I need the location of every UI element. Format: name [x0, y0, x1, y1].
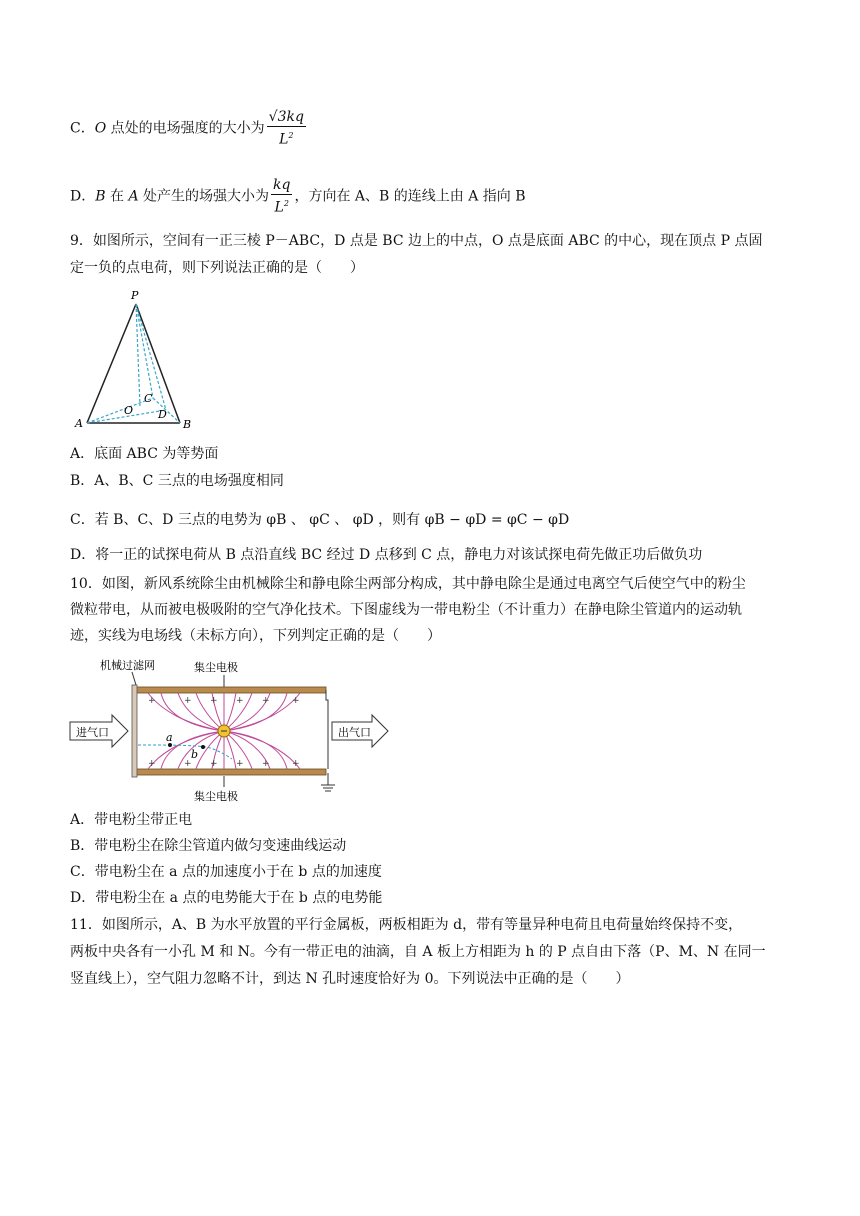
filter-pointer	[132, 672, 136, 685]
svg-text:+: +	[292, 696, 300, 706]
label-c: C	[144, 392, 153, 405]
q9-stem-line2: 定一负的点电荷，则下列说法正确的是（ ）	[70, 260, 364, 276]
edge-pb	[136, 304, 180, 423]
label-o: O	[124, 404, 134, 417]
option-tail: ，方向在 A、B 的连线上由 A 指向 B	[294, 188, 526, 205]
svg-text:+: +	[148, 759, 156, 769]
label-p: P	[131, 289, 139, 302]
point-b	[201, 745, 205, 749]
point-label: A	[128, 188, 139, 205]
q11-stem-line3: 竖直线上），空气阻力忽略不计，到达 N 孔时速度恰好为 0。下列说法中正确的是（ ）	[70, 971, 630, 987]
svg-text:+: +	[262, 696, 270, 706]
bottom-electrode-plate	[136, 769, 326, 775]
top-electrode-plate	[136, 687, 326, 693]
q10-option-c: C．带电粉尘在 a 点的加速度小于在 b 点的加速度	[70, 864, 382, 880]
fraction-denominator: $L^2$	[274, 199, 289, 216]
fraction-numerator: √3kq	[268, 109, 304, 125]
label-d: D	[158, 408, 167, 421]
q11-stem-line2: 两板中央各有一小孔 M 和 N。今有一带正电的油滴，自 A 板上方相距为 h 的 P 点自由下落（P、M、N 在同一	[70, 944, 766, 960]
svg-text:+: +	[210, 759, 218, 769]
q10-precipitator-figure	[66, 655, 396, 807]
label-filter: 机械过滤网	[100, 659, 155, 672]
label-inlet: 进气口	[76, 726, 109, 739]
point-label: B	[95, 188, 106, 205]
q10-stem-line3: 迹，实线为电场线（未标方向），下列判定正确的是（ ）	[70, 628, 441, 644]
label-a: A	[75, 417, 83, 430]
svg-text:+: +	[236, 759, 244, 769]
q9-option-c: C．若 B、C、D 三点的电势为 φB 、 φC 、 φD ，则有 φB − φD = φC − φD	[70, 512, 570, 528]
q10-option-d: D．带电粉尘在 a 点的电势能大于在 b 点的电势能	[70, 890, 383, 906]
den-letter: L	[279, 131, 289, 148]
den-letter: L	[274, 199, 284, 216]
line-po	[136, 304, 140, 406]
fraction	[271, 176, 292, 217]
q9-stem-line1: 9．如图所示，空间有一正三棱 P－ABC，D 点是 BC 边上的中点，O 点是底面 ABC 的中心，现在顶点 P 点固	[70, 233, 763, 249]
fraction	[267, 108, 306, 149]
edge-pc	[136, 304, 153, 398]
label-bottom-electrode: 集尘电极	[194, 790, 238, 803]
option-letter: C．	[70, 120, 95, 137]
svg-text:+: +	[148, 696, 156, 706]
svg-text:+: +	[236, 696, 244, 706]
q10-stem-line2: 微粒带电，从而被电极吸附的空气净化技术。下图虚线为一带电粉尘（不计重力）在静电除尘管道内的运动轨	[70, 602, 742, 618]
option-text: 处产生的场强大小为	[138, 188, 270, 205]
filter-mesh	[132, 685, 137, 777]
svg-text:+: +	[184, 759, 192, 769]
label-b: B	[183, 418, 192, 431]
label-top-electrode: 集尘电极	[194, 661, 238, 674]
q8-option-c	[70, 108, 308, 149]
svg-text:+: +	[184, 696, 192, 706]
svg-text:+: +	[262, 759, 270, 769]
q9-option-b: B．A、B、C 三点的电场强度相同	[70, 473, 284, 489]
dust-trajectory	[138, 745, 232, 759]
q8-option-d	[70, 176, 526, 217]
q9-pyramid-figure	[70, 286, 200, 436]
q10-stem-line1: 10．如图，新风系统除尘由机械除尘和静电除尘两部分构成，其中静电除尘是通过电离空气后使空气中的粉尘	[70, 576, 746, 592]
label-a: a	[166, 731, 173, 744]
q9-option-d: D．将一正的试探电荷从 B 点沿直线 BC 经过 D 点移到 C 点，静电力对该试探电荷先做正功后做负功	[70, 547, 703, 563]
option-letter: D．	[70, 188, 96, 205]
point-label: O	[94, 120, 107, 137]
q10-option-b: B．带电粉尘在除尘管道内做匀变速曲线运动	[70, 838, 347, 854]
fraction-denominator: $L^2$	[279, 131, 294, 148]
label-b: b	[191, 748, 199, 761]
svg-text:+: +	[210, 696, 218, 706]
fraction-numerator: kq	[273, 177, 291, 193]
label-outlet: 出气口	[338, 726, 371, 739]
word: 在	[105, 188, 129, 205]
q11-stem-line1: 11．如图所示，A、B 为水平放置的平行金属板，两板相距为 d，带有等量异种电荷且电荷量始终保持不变，	[70, 917, 743, 933]
q9-option-a: A．底面 ABC 为等势面	[70, 446, 219, 462]
ground-wire	[326, 690, 328, 769]
option-text: 点处的电场强度的大小为	[106, 120, 265, 137]
q10-option-a: A．带电粉尘带正电	[70, 812, 193, 828]
svg-text:+: +	[292, 759, 300, 769]
